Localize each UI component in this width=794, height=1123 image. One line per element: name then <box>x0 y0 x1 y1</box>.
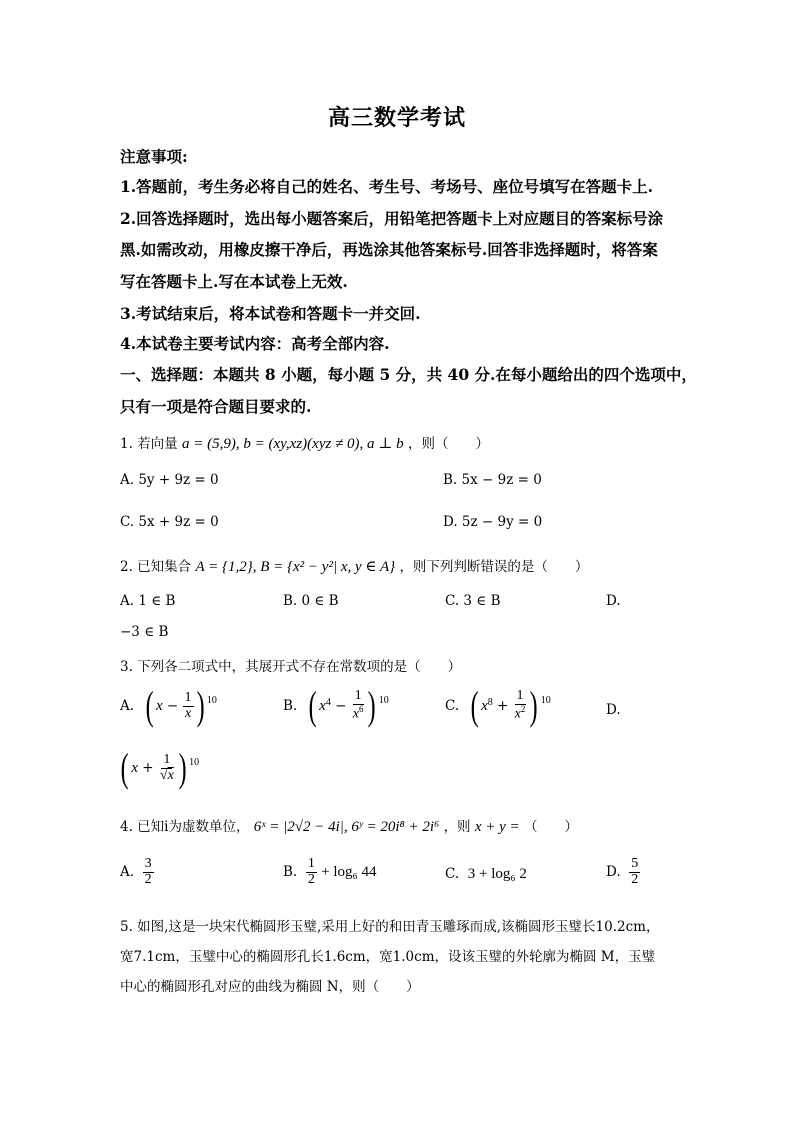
section-heading-cont: 只有一项是符合题目要求的. <box>120 397 312 416</box>
q1-option-c[interactable]: C. 5x + 9z = 0 <box>120 514 219 530</box>
q2-suffix: ，则下列判断错误的是（ ） <box>399 559 589 575</box>
q1-option-b[interactable]: B. 5x − 9z = 0 <box>443 472 542 488</box>
q4-ask: x + y = <box>474 819 520 835</box>
q4-label-a: A. <box>120 864 135 881</box>
q4-paren: （ ） <box>523 819 578 835</box>
section-heading: 一、选择题：本题共 8 小题，每小题 5 分，共 40 分.在每小题给出的四个选项中， <box>120 365 697 384</box>
q2-option-d[interactable]: D. <box>606 593 621 609</box>
q3-option-d[interactable]: D. <box>606 702 621 718</box>
question-4 <box>120 815 578 836</box>
notice-item: 3.考试结束后，将本试卷和答题卡一并交回. <box>120 304 421 323</box>
q4-optb-tail: + log₆ 44 <box>321 863 377 880</box>
exponent: 10 <box>206 694 217 706</box>
q4-label-d: D. <box>606 864 621 881</box>
question-3: 3. 下列各二项式中，其展开式不存在常数项的是（ ） <box>120 659 462 675</box>
q1-math: a = (5,9), b = (xy,xz)(xyz ≠ 0), a ⊥ b <box>181 436 404 452</box>
q4-suffix: ，则 <box>443 819 471 835</box>
q4-prefix: 4. 已知i为虚数单位， <box>120 819 250 835</box>
notice-item: 4.本试卷主要考试内容：高考全部内容. <box>120 334 390 353</box>
q1-option-a[interactable]: A. 5y + 9z = 0 <box>120 472 219 488</box>
exponent: 10 <box>378 694 389 706</box>
q2-option-a[interactable]: A. 1 ∈ B <box>120 593 176 609</box>
q3-option-d-expr: ( x + $\frac{1}{√x}$ ) 10 <box>120 745 200 790</box>
q2-option-d-value: −3 ∈ B <box>120 624 169 640</box>
q3-option-b[interactable]: B. ( x 4 − $\frac{1}{x^6}$ ) 10 <box>283 683 389 728</box>
exponent: 10 <box>189 756 200 768</box>
q1-option-d[interactable]: D. 5z − 9y = 0 <box>443 514 543 530</box>
q2-option-b[interactable]: B. 0 ∈ B <box>283 593 339 609</box>
question-5-line: 宽7.1cm，玉璧中心的椭圆形孔长1.6cm，宽1.0cm，设该玉璧的外轮廓为椭圆 M，玉璧 <box>120 949 656 965</box>
q3-label-c: C. <box>445 698 460 714</box>
exponent: 10 <box>540 694 551 706</box>
q1-suffix: ，则（ ） <box>407 436 489 452</box>
notice-item: 黑.如需改动，用橡皮擦干净后，再选涂其他答案标号.回答非选择题时，将答案 <box>120 240 658 259</box>
q4-option-a[interactable]: A. $\frac{3}{2}$ <box>120 856 152 887</box>
q3-option-c[interactable]: C. ( x 8 + $\frac{1}{x^2}$ ) 10 <box>445 683 551 728</box>
q2-option-c[interactable]: C. 3 ∈ B <box>445 593 501 609</box>
notice-item: 2.回答选择题时，选出每小题答案后，用铅笔把答题卡上对应题目的答案标号涂 <box>120 209 664 228</box>
q4-optc: 3 + log₆ 2 <box>467 866 527 882</box>
notice-item: 写在答题卡上.写在本试卷上无效. <box>120 272 348 291</box>
question-5-line: 中心的椭圆形孔对应的曲线为椭圆 N，则（ ） <box>120 979 420 995</box>
q4-option-b[interactable]: B. $\frac{1}{2}$ + log₆ 44 <box>283 856 377 887</box>
question-5-line: 5. 如图,这是一块宋代椭圆形玉璧,采用上好的和田青玉雕琢而成,该椭圆形玉璧长10.2cm， <box>120 919 660 935</box>
q3-label-b: B. <box>283 698 298 714</box>
q4-math: 6ˣ = |2√2 − 4i|, 6ʸ = 20i⁸ + 2i⁶ <box>253 819 440 835</box>
q2-prefix: 2. 已知集合 <box>120 559 192 575</box>
question-2 <box>120 555 588 576</box>
notice-item: 1.答题前，考生务必将自己的姓名、考生号、考场号、座位号填写在答题卡上. <box>120 177 654 196</box>
q1-prefix: 1. 若向量 <box>120 436 178 452</box>
q3-label-a: A. <box>120 698 135 714</box>
notice-heading: 注意事项: <box>120 147 188 166</box>
q4-label-c: C. <box>445 866 460 882</box>
q2-math: A = {1,2}, B = {x² − y²| x, y ∈ A} <box>195 559 396 575</box>
q4-option-c[interactable] <box>445 866 527 883</box>
question-1 <box>120 432 489 453</box>
q4-option-d[interactable]: D. $\frac{5}{2}$ <box>606 856 639 887</box>
page-title: 高三数学考试 <box>327 105 466 131</box>
q3-option-a[interactable]: A. ( x − $\frac{1}{x}$ ) 10 <box>120 683 217 728</box>
q4-label-b: B. <box>283 864 298 881</box>
